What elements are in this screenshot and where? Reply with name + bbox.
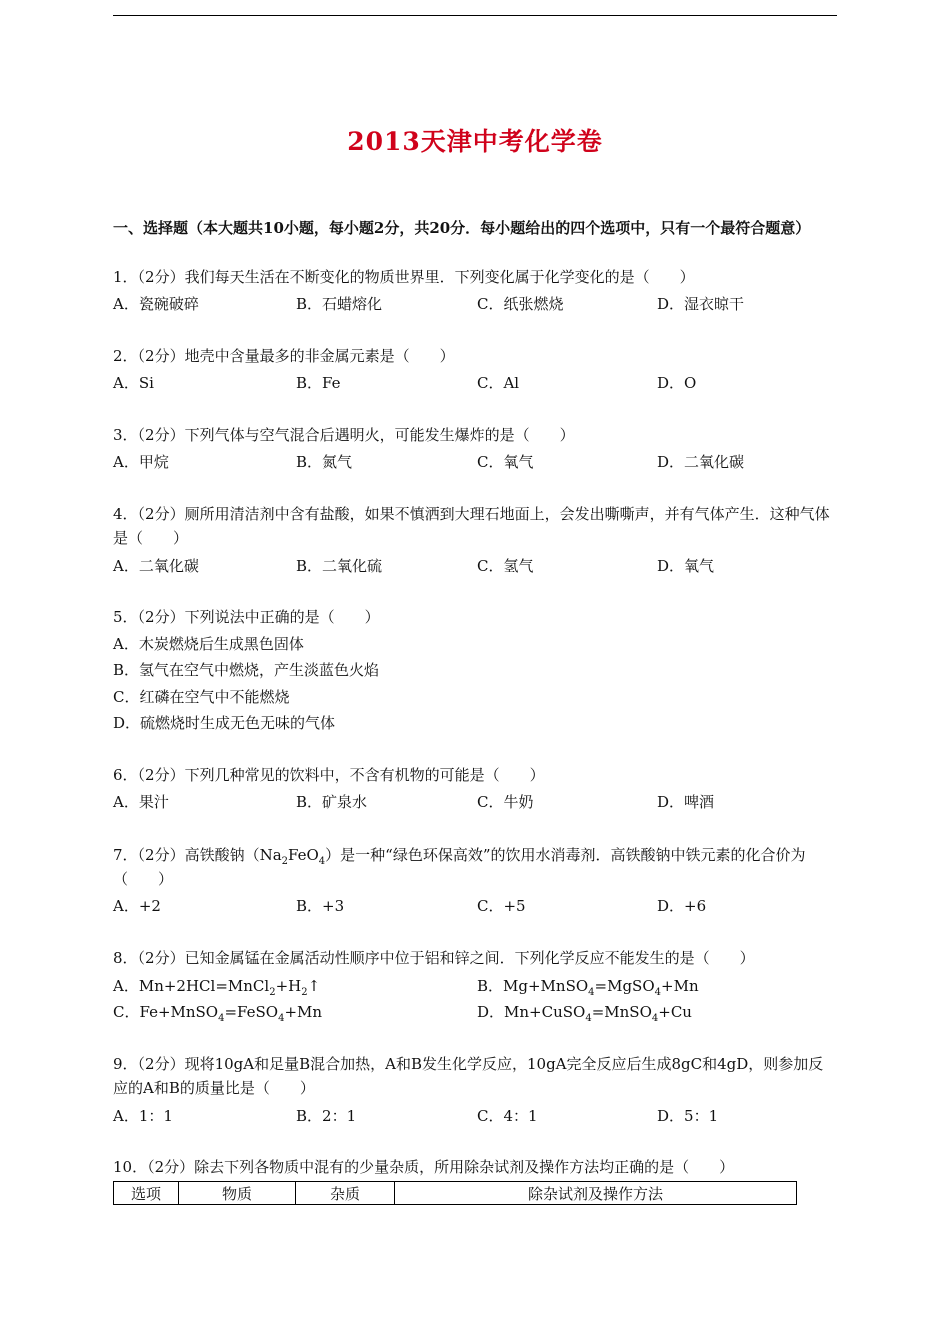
header-rule	[113, 15, 837, 16]
formula-text: =MgSO	[594, 977, 655, 995]
question-7-stem	[113, 843, 837, 891]
subscript: 2	[301, 987, 308, 998]
question-3-option-b[interactable]: B．氮气	[296, 453, 353, 471]
question-3-options	[113, 451, 837, 473]
table-header-row	[114, 1182, 797, 1205]
question-4-option-d[interactable]: D．氧气	[657, 557, 715, 575]
question-3-stem: 3．（2分）下列气体与空气混合后遇明火，可能发生爆炸的是（ ）	[113, 426, 575, 444]
question-1-stem: 1．（2分）我们每天生活在不断变化的物质世界里．下列变化属于化学变化的是（ ）	[113, 268, 695, 286]
formula-text: B．Mg+MnSO	[477, 977, 589, 995]
formula-text: C．Fe+MnSO	[113, 1003, 219, 1021]
question-10-stem: 10．（2分）除去下列各物质中混有的少量杂质，所用除杂试剂及操作方法均正确的是（ ）	[113, 1158, 735, 1176]
table-header-substance: 物质	[179, 1182, 296, 1205]
question-9-option-c[interactable]: C．4：1	[477, 1107, 538, 1125]
formula-text: =MnSO	[591, 1003, 652, 1021]
question-2-option-d[interactable]: D．O	[657, 374, 697, 392]
section-heading: 一、选择题（本大题共10小题，每小题2分，共20分．每小题给出的四个选项中，只有一个最符合题意）	[113, 219, 811, 237]
question-5-stem: 5．（2分）下列说法中正确的是（ ）	[113, 608, 380, 626]
question-4-option-c[interactable]: C．氢气	[477, 557, 534, 575]
question-2-stem: 2．（2分）地壳中含量最多的非金属元素是（ ）	[113, 347, 455, 365]
question-7-option-d[interactable]: D．+6	[657, 897, 707, 915]
subscript: 4	[278, 1013, 285, 1024]
question-7-text: FeO	[288, 846, 319, 864]
question-7-option-c[interactable]: C．+5	[477, 897, 526, 915]
question-1-option-b[interactable]: B．石蜡熔化	[296, 295, 383, 313]
question-9-stem: 9．（2分）现将10gA和足量B混合加热，A和B发生化学反应，10gA完全反应后生成8gC和4gD，则参加反应的A和B的质量比是（ ）	[113, 1055, 824, 1097]
question-8-options-row-1	[113, 975, 837, 997]
question-5-option-b[interactable]: B．氢气在空气中燃烧，产生淡蓝色火焰	[113, 661, 380, 679]
question-3-option-a[interactable]: A．甲烷	[113, 453, 169, 471]
formula-text: +H	[275, 977, 302, 995]
subscript: 4	[218, 1013, 225, 1024]
question-6-option-b[interactable]: B．矿泉水	[296, 793, 368, 811]
question-5-option-c[interactable]: C．红磷在空气中不能燃烧	[113, 688, 290, 706]
question-7-option-a[interactable]: A．+2	[113, 897, 161, 915]
question-1-option-d[interactable]: D．湿衣晾干	[657, 295, 745, 313]
question-3-option-c[interactable]: C．氧气	[477, 453, 534, 471]
question-7-option-b[interactable]: B．+3	[296, 897, 345, 915]
question-8-option-c[interactable]	[113, 1001, 322, 1023]
question-2-option-a[interactable]: A．Si	[113, 374, 154, 392]
question-9-option-b[interactable]: B．2：1	[296, 1107, 357, 1125]
formula-text: D．Mn+CuSO	[477, 1003, 586, 1021]
question-6-option-c[interactable]: C．牛奶	[477, 793, 534, 811]
question-4-option-a[interactable]: A．二氧化碳	[113, 557, 199, 575]
formula-text: =FeSO	[224, 1003, 279, 1021]
question-2-option-c[interactable]: C．Al	[477, 374, 520, 392]
subscript: 4	[585, 1013, 592, 1024]
question-6-option-a[interactable]: A．果汁	[113, 793, 169, 811]
formula-text: A．Mn+2HCl=MnCl	[113, 977, 270, 995]
question-4-stem: 4．（2分）厕所用清洁剂中含有盐酸，如果不慎洒到大理石地面上，会发出嘶嘶声，并有气体产生．这种气体是（ ）	[113, 505, 830, 547]
question-1-option-a[interactable]: A．瓷碗破碎	[113, 295, 199, 313]
question-2-options	[113, 372, 837, 394]
table-header-method: 除杂试剂及操作方法	[395, 1182, 797, 1205]
question-2-option-b[interactable]: B．Fe	[296, 374, 341, 392]
question-5-option-a[interactable]: A．木炭燃烧后生成黑色固体	[113, 635, 304, 653]
subscript: 4	[651, 1013, 659, 1024]
question-10-table	[113, 1181, 797, 1205]
question-4-option-b[interactable]: B．二氧化硫	[296, 557, 383, 575]
subscript: 2	[269, 987, 276, 998]
formula-text: +Cu	[658, 1003, 692, 1021]
question-4-options	[113, 555, 837, 577]
question-9-options	[113, 1105, 837, 1127]
question-7-text: 7．（2分）高铁酸钠（Na	[113, 846, 282, 864]
question-8-option-b[interactable]	[477, 975, 699, 997]
subscript: 2	[281, 856, 289, 867]
question-9-option-d[interactable]: D．5：1	[657, 1107, 719, 1125]
question-6-options	[113, 791, 837, 813]
question-8-option-a[interactable]	[113, 975, 320, 997]
question-7-text: ）是一种“绿色环保高效”的饮用水消毒剂．高铁酸钠中铁元素的化合价为（ ）	[113, 846, 806, 888]
subscript: 4	[588, 987, 595, 998]
formula-text: +Mn	[284, 1003, 323, 1021]
subscript: 4	[318, 856, 326, 867]
table-header-option: 选项	[114, 1182, 179, 1205]
question-6-stem: 6．（2分）下列几种常见的饮料中，不含有机物的可能是（ ）	[113, 766, 545, 784]
table-header-impurity: 杂质	[296, 1182, 395, 1205]
question-6-option-d[interactable]: D．啤酒	[657, 793, 715, 811]
formula-text: +Mn	[661, 977, 699, 995]
page-title: 2013天津中考化学卷	[347, 127, 603, 156]
question-7-options	[113, 895, 837, 917]
question-3-option-d[interactable]: D．二氧化碳	[657, 453, 745, 471]
formula-text: ↑	[307, 977, 321, 995]
question-8-options-row-2	[113, 1001, 837, 1023]
question-8-option-d[interactable]	[477, 1001, 692, 1023]
question-1-options	[113, 293, 837, 315]
question-5-option-d[interactable]: D．硫燃烧时生成无色无味的气体	[113, 714, 336, 732]
subscript: 4	[654, 987, 662, 998]
question-9-option-a[interactable]: A．1：1	[113, 1107, 173, 1125]
question-8-stem: 8．（2分）已知金属锰在金属活动性顺序中位于铝和锌之间．下列化学反应不能发生的是（ ）	[113, 949, 755, 967]
question-1-option-c[interactable]: C．纸张燃烧	[477, 295, 564, 313]
